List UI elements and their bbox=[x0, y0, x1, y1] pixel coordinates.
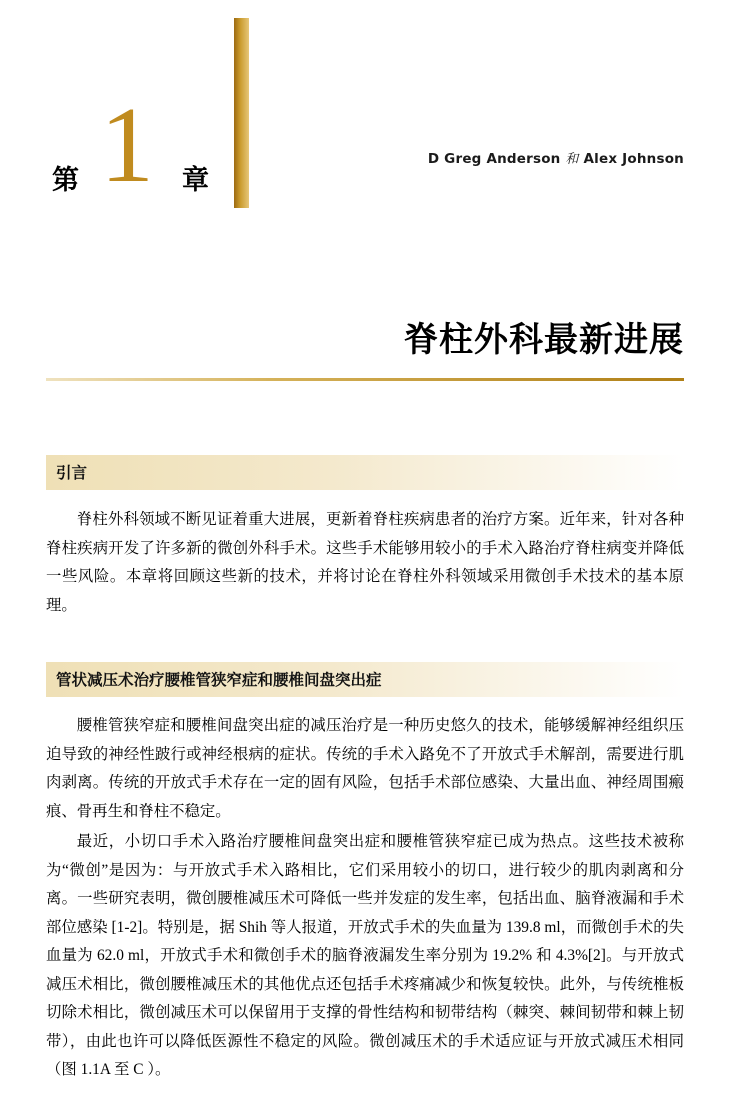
paragraph-introduction: 脊柱外科领域不断见证着重大进展，更新着脊柱疾病患者的治疗方案。近年来，针对各种脊柱疾病开发了许多新的微创外科手术。这些手术能够用较小的手术入路治疗脊柱病变并降低一些风险。本章将回顾这些新的技术，并将讨论在脊柱外科领域采用微创手术技术的基本原理。 bbox=[46, 511, 684, 614]
chapter-label: 第 bbox=[52, 165, 80, 196]
section-heading-introduction: 引言 bbox=[46, 455, 684, 490]
paragraph-tubular-2: 最近，小切口手术入路治疗腰椎间盘突出症和腰椎管狭窄症已成为热点。这些技术被称为“微创”是因为：与开放式手术入路相比，它们采用较小的切口，进行较少的肌肉剥离和分离。一些研究表明，微创腰椎减压术可降低一些并发症的发生率，包括出血、脑脊液漏和手术部位感染 [1-2]。特别是，据 Shih 等人报道，开放式手术的失血量为 139.8 ml，而微创手术的失血量为 62.0 ml，开放式手术和微创手术的脑脊液漏发生率分别为 19.2% 和 4.3%[2]。与开放式减压术相比，微创腰椎减压术的其他优点还包括手术疼痛减少和恢复较快。此外，与传统椎板切除术相比，微创减压术可以保留用于支撑的骨性结构和韧带结构（棘突、棘间韧带和棘上韧带），由此也许可以降低医源性不稳定的风险。微创减压术的手术适应证与开放式减压术相同（图 1.1A 至 C ）。 bbox=[46, 833, 684, 1078]
chapter-char: 章 bbox=[182, 165, 210, 196]
section-heading-tubular-decompression: 管状减压术治疗腰椎管狭窄症和腰椎间盘突出症 bbox=[46, 662, 684, 697]
chapter-number: 1 bbox=[100, 86, 154, 205]
chapter-header bbox=[0, 0, 730, 250]
title-divider bbox=[46, 378, 684, 381]
page-title: 脊柱外科最新进展 bbox=[404, 320, 684, 360]
paragraph-tubular-1: 腰椎管狭窄症和腰椎间盘突出症的减压治疗是一种历史悠久的技术，能够缓解神经组织压迫导致的神经性跛行或神经根病的症状。传统的手术入路免不了开放式手术解剖，需要进行肌肉剥离。传统的开放式手术存在一定的固有风险，包括手术部位感染、大量出血、神经周围瘢痕、骨再生和脊柱不稳定。 bbox=[46, 717, 684, 820]
author-second: Alex Johnson bbox=[583, 151, 684, 167]
authors-conjunction: 和 bbox=[565, 151, 579, 166]
authors-line bbox=[428, 148, 684, 167]
chapter-accent-bar bbox=[234, 18, 249, 208]
author-first: D Greg Anderson bbox=[427, 151, 561, 167]
